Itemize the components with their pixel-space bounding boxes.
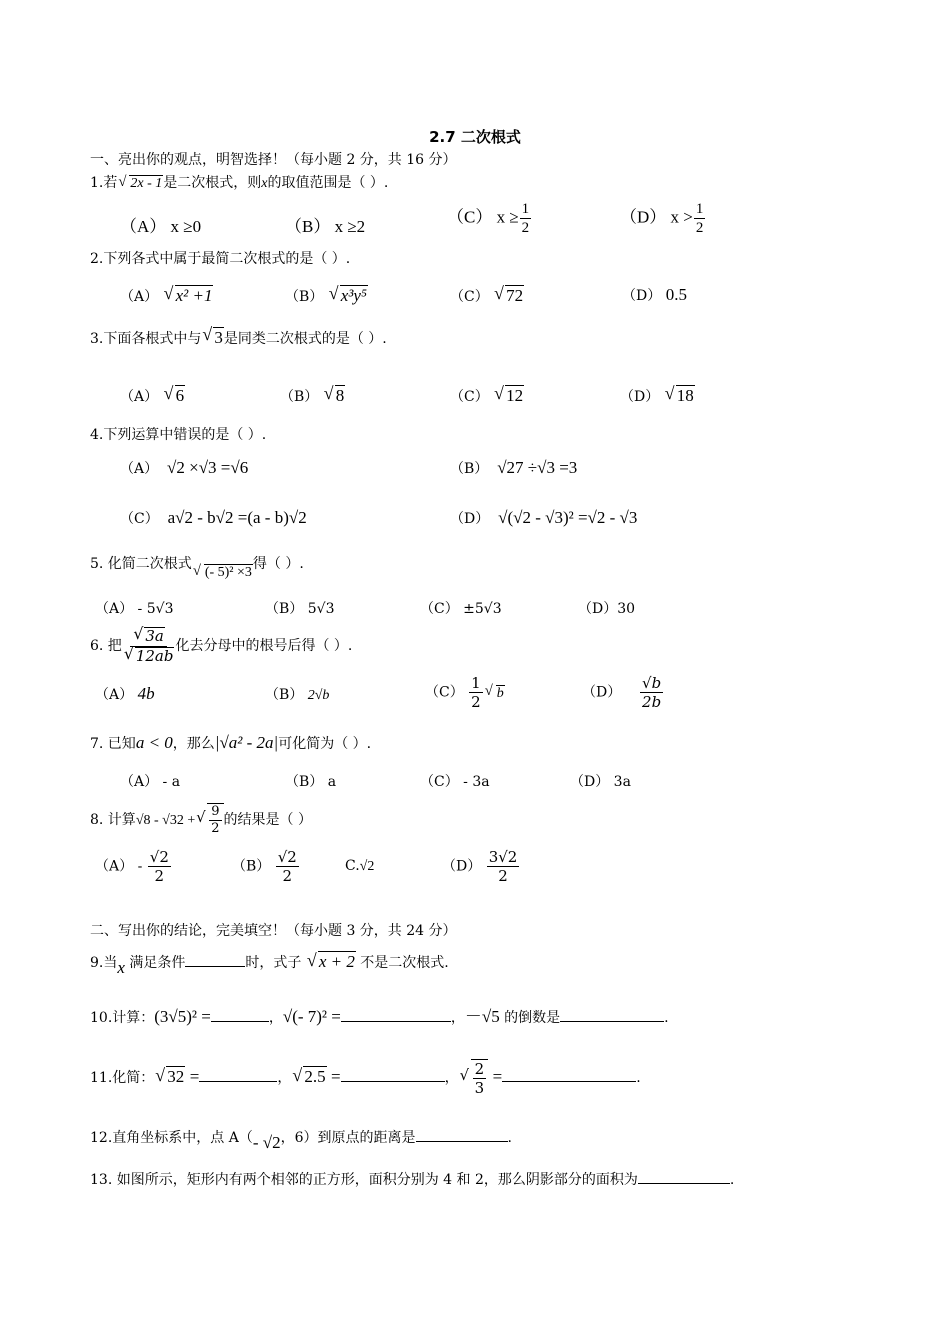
q7-option-a[interactable]: （A） - a bbox=[120, 774, 181, 790]
q3-option-a[interactable]: （A） √ 6 bbox=[120, 385, 185, 406]
page-title: 2.7 二次根式 bbox=[429, 128, 521, 146]
q13-blank[interactable] bbox=[638, 1171, 730, 1184]
q9-text: 9.当x 满足条件 时，式子 √ x + 2 不是二次根式. bbox=[90, 948, 449, 977]
q11-blank-3[interactable] bbox=[502, 1069, 636, 1082]
q10-blank-3[interactable] bbox=[560, 1009, 664, 1022]
q2-option-d[interactable]: （D） 0.5 bbox=[622, 285, 687, 304]
q5-stem: 5. 化简二次根式√ (- 5)² ×3得（ ）. bbox=[90, 555, 304, 574]
q4-option-a[interactable]: （A） √2 ×√3 =√6 bbox=[120, 458, 249, 477]
q6-option-d[interactable]: （D） $\frac{√b}{2b}$ bbox=[582, 674, 662, 711]
q2-stem: 2.下列各式中属于最简二次根式的是（ ）. bbox=[90, 251, 351, 267]
q6-option-b[interactable]: （B） 2√b bbox=[265, 687, 330, 703]
q8-option-c[interactable]: C.√2 bbox=[345, 858, 375, 874]
q8-option-b[interactable]: （B） $\frac{√2}{2}$ bbox=[232, 848, 297, 885]
q3-option-b[interactable]: （B） √ 8 bbox=[280, 385, 345, 406]
q1-option-a[interactable]: （A） x ≥0 bbox=[120, 217, 202, 236]
q4-option-b[interactable]: （B） √27 ÷√3 =3 bbox=[450, 458, 578, 477]
q6-stem: 6. 把 √ 3a √ 12ab 化去分母中的根号后得（ ）. bbox=[90, 625, 352, 667]
q7-option-c[interactable]: （C） - 3a bbox=[420, 774, 490, 790]
q11-blank-1[interactable] bbox=[199, 1069, 277, 1082]
q9-blank[interactable] bbox=[185, 954, 245, 967]
q6-option-c[interactable]: （C） $\frac{1}{2}$ √ b bbox=[425, 674, 505, 711]
q7-option-b[interactable]: （B） a bbox=[285, 774, 337, 790]
q2-option-b[interactable]: （B） √ x³y⁵ bbox=[285, 285, 368, 306]
q6-option-a[interactable]: （A） 4b bbox=[95, 684, 155, 703]
q5-option-a[interactable]: （A） - 5√3 bbox=[95, 601, 174, 617]
q4-option-d[interactable]: （D） √(√2 - √3)² =√2 - √3 bbox=[450, 508, 638, 527]
q11-text: 11.化简：√ 32 = ，√ 2.5 = ， √ $\frac{2}{3}$ = . bbox=[90, 1055, 641, 1100]
q3-stem: 3.下面各根式中与√ 3是同类二次根式的是（ ）. bbox=[90, 327, 387, 348]
q4-option-c[interactable]: （C） a√2 - b√2 =(a - b)√2 bbox=[120, 508, 307, 527]
q8-stem: 8. 计算√8 - √32 + √ $\frac{9}{2}$ 的结果是（ ） bbox=[90, 800, 312, 841]
q1-option-d[interactable]: （D） x > $\frac{1}{2}$ bbox=[620, 201, 704, 236]
q12-blank[interactable] bbox=[416, 1129, 508, 1142]
q12-text: 12.直角坐标系中，点 A（- √2，6）到原点的距离是 . bbox=[90, 1130, 512, 1152]
q3-option-c[interactable]: （C） √ 12 bbox=[450, 385, 524, 406]
q8-option-a[interactable]: （A） - $\frac{√2}{2}$ bbox=[95, 848, 169, 885]
section2-heading: 二、写出你的结论，完美填空！（每小题 3 分，共 24 分） bbox=[90, 923, 457, 939]
q10-blank-2[interactable] bbox=[341, 1009, 451, 1022]
q8-option-d[interactable]: （D） $\frac{3√2}{2}$ bbox=[442, 848, 518, 885]
q3-option-d[interactable]: （D） √ 18 bbox=[620, 385, 695, 406]
q2-option-a[interactable]: （A） √ x² +1 bbox=[120, 285, 213, 306]
section1-heading: 一、亮出你的观点，明智选择！（每小题 2 分，共 16 分） bbox=[90, 152, 457, 168]
q1-option-c[interactable]: （C） x ≥ $\frac{1}{2}$ bbox=[447, 201, 530, 236]
q1-option-b[interactable]: （B） x ≥2 bbox=[285, 217, 366, 236]
q5-option-b[interactable]: （B） 5√3 bbox=[265, 601, 335, 617]
q1-stem: 1.若√ 2x - 1是二次根式，则x的取值范围是（ ）. bbox=[90, 174, 388, 193]
q4-stem: 4.下列运算中错误的是（ ）. bbox=[90, 427, 267, 443]
q11-blank-2[interactable] bbox=[341, 1069, 445, 1082]
q7-option-d[interactable]: （D） 3a bbox=[570, 774, 631, 790]
q10-text: 10.计算：(3√5)² = ，√(- 7)² = ，－√5 的倒数是 . bbox=[90, 1007, 669, 1026]
q5-option-c[interactable]: （C） ±5√3 bbox=[420, 601, 502, 617]
q10-blank-1[interactable] bbox=[211, 1009, 269, 1022]
q13-text: 13. 如图所示，矩形内有两个相邻的正方形，面积分别为 4 和 2，那么阴影部分的面积为 . bbox=[90, 1172, 735, 1188]
q7-stem: 7. 已知a < 0，那么|√a² - 2a|可化简为（ ）. bbox=[90, 733, 372, 752]
q5-option-d[interactable]: （D）30 bbox=[578, 601, 636, 617]
q2-option-c[interactable]: （C） √ 72 bbox=[450, 285, 524, 306]
